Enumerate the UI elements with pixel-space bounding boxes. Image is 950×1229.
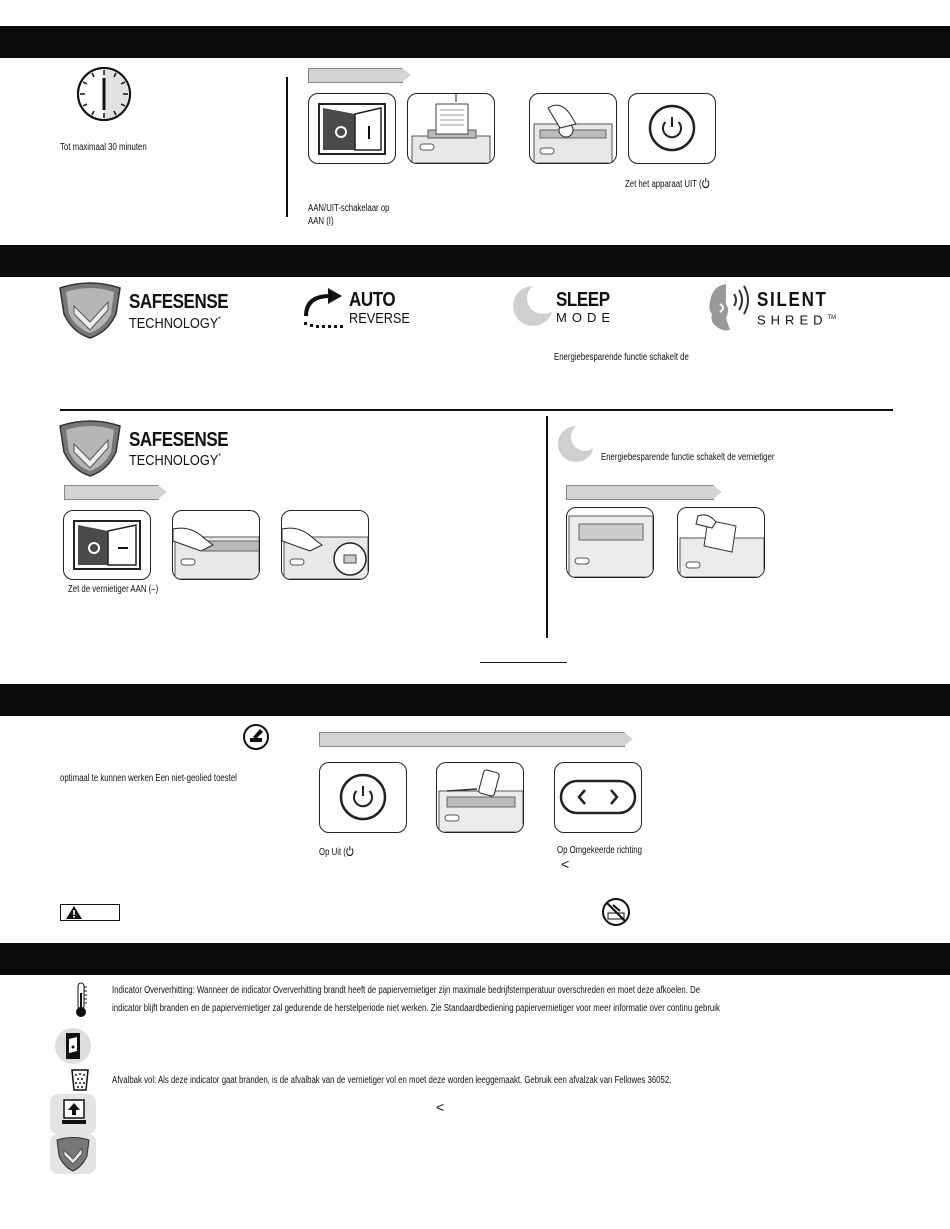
bin-full-icon: [70, 1066, 90, 1092]
safesense-light-illustration: [281, 510, 369, 580]
power-icon: [346, 845, 355, 856]
paper-insert-illustration: [407, 93, 495, 164]
power-off-caption: Op Uit (: [319, 845, 354, 858]
no-aerosol-icon: [601, 897, 631, 927]
short-rule: [480, 662, 567, 663]
safesense-detail-subtitle: TECHNOLOGY*: [129, 452, 221, 469]
section-bar-3: [0, 684, 950, 716]
warning-triangle-icon: [65, 905, 83, 920]
hand-on-shredder-illustration: [172, 510, 260, 580]
auto-reverse-arrow-icon: [300, 286, 346, 330]
sleep-steps-arrow: [566, 485, 714, 500]
safesense-title: SAFESENSE: [129, 291, 229, 313]
silent-shred-head-icon: [704, 278, 752, 336]
safesense-shield-icon: [56, 280, 124, 340]
thermometer-icon: [74, 981, 88, 1019]
section-bar-1: [0, 26, 950, 58]
column-divider: [546, 416, 548, 638]
steps-arrow: [308, 68, 403, 83]
oil-application-illustration: [436, 762, 524, 833]
switch-on-illustration: [63, 510, 151, 580]
auto-title: AUTO: [349, 289, 396, 311]
bin-open-icon: [54, 1027, 92, 1065]
sleep-detail-text: Energiebesparende functie schakelt de vernietiger: [601, 452, 775, 463]
reverse-button-illustration: [554, 762, 642, 833]
safesense-detail-title: SAFESENSE: [129, 429, 229, 451]
bin-full-text: Afvalbak vol: Als deze indicator gaat branden, is de afvalbak van de vernietiger vol en moet deze worden leeggemaakt. Gebruik een afvalzak van Fellowes 36052.: [112, 1075, 672, 1086]
shredder-button-illustration: [529, 93, 617, 164]
safesense-steps-arrow: [64, 485, 159, 500]
paper-wakeup-illustration: [677, 507, 765, 578]
maintenance-steps-arrow: [319, 732, 625, 747]
safesense-subtitle: TECHNOLOGY*: [129, 315, 221, 332]
sleep-title: SLEEP: [556, 289, 610, 311]
silent-title: SILENT: [757, 289, 828, 311]
switch-caption: AAN/UIT-schakelaar op AAN (I): [308, 203, 390, 227]
shredder-idle-illustration: [566, 507, 654, 578]
warning-label-box: [60, 904, 120, 921]
safesense-indicator-icon: [50, 1134, 96, 1174]
oil-text: optimaal te kunnen werken Een niet-geolied toestel: [60, 773, 237, 784]
power-off-illustration: [319, 762, 407, 833]
sleep-moon-icon-detail: [556, 424, 596, 464]
divider-vertical: [286, 77, 288, 217]
power-switch-on-illustration: [308, 93, 396, 164]
off-caption: Zet het apparaat UIT (: [625, 177, 710, 190]
power-button-illustration: [628, 93, 716, 164]
reverse-subtitle: REVERSE: [349, 310, 410, 327]
safesense-caption: Zet de vernietiger AAN (–): [68, 584, 159, 595]
section-bar-2: [0, 245, 950, 277]
power-icon: [702, 177, 711, 188]
timer-caption: Tot maximaal 30 minuten: [60, 142, 147, 153]
mode-subtitle: MODE: [556, 310, 615, 325]
reverse-symbol: <: [561, 856, 570, 872]
overheat-text: Indicator Oververhitting: Wanneer de indicator Oververhitting brandt heeft de papiervernietiger zijn maximale bedrijfstemperatuur overschreden en moet deze afkoelen. De indicator blijft branden en de papiervernietiger zal gedurende de herstelperiode niet werken. Zie Standaardbediening papiervernietiger voor meer informatie over continu gebruik: [112, 985, 720, 1014]
section-bar-4: [0, 943, 950, 975]
safesense-shield-icon-detail: [56, 418, 124, 478]
shred-subtitle: SHRED™: [757, 312, 837, 328]
clock-icon: [74, 64, 134, 124]
oil-icon: [242, 723, 270, 751]
door-open-icon: [50, 1094, 96, 1134]
sleep-feature-text: Energiebesparende functie schakelt de: [554, 352, 689, 363]
sleep-moon-icon: [511, 284, 555, 328]
door-symbol: <: [436, 1099, 445, 1115]
horizontal-divider: [60, 409, 893, 411]
reverse-caption: Op Omgekeerde richting: [557, 845, 642, 856]
